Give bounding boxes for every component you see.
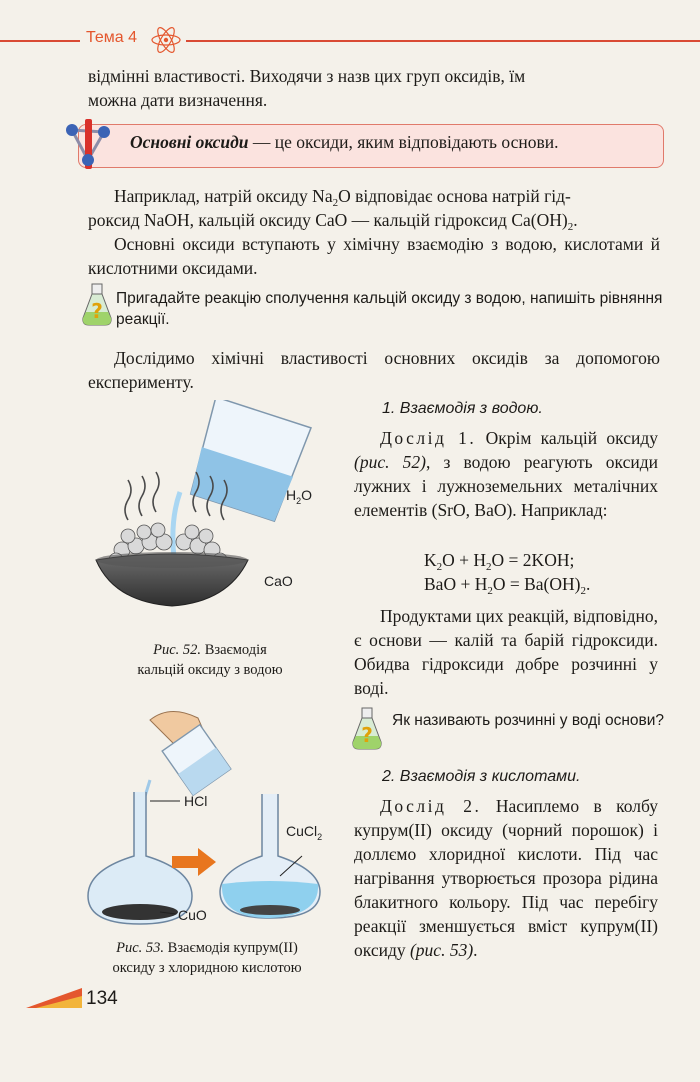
equation-1: $K_2O + H_2O = 2KOH$; [424,550,575,573]
molecule-icon [60,116,116,172]
acid-label: HCl [184,793,208,809]
intro-paragraph [88,64,660,112]
section-2-title: 2. Взаємодія з кислотами. [382,768,581,785]
figure-52-caption: Рис. 52. Взаємодія кальцій оксиду з водою [137,642,283,678]
experiment-1: Дослід 1. Окрім кальцій оксиду (рис. 52), з водою реагують оксиди лужних і лужноземельних металічних елементів (SrO, BaO). Наприклад: [354,428,658,520]
intro-line-1: відмінні властивості. Виходячи з назв цих груп оксидів, їм [88,66,526,86]
water-label: $H_2O$ [286,487,313,506]
experiment-2: Дослід 2. Насиплемо в колбу купрум(II) оксиду (чорний порошок) і доллємо хлоридної кислоти. Під час нагрівання утворюється прозора рідина блакитного кольору. Під час перебігу реакції зменшується вміст купрум(II) оксиду (рис. 53). [354,796,659,960]
figure-53-caption: Рис. 53. Взаємодія купрум(II) оксиду з хлоридною кислотою [112,940,302,976]
equation-2: BaO + $H_2O = Ba(OH)_2$. [424,574,591,597]
definition-body: — це оксиди, яким відповідають основи. [248,132,559,152]
figure-53-illustration [80,706,350,936]
page-number: 134 [86,988,118,1009]
intro-line-2: можна дати визначення. [88,90,268,110]
question-2: Як називають розчинні у воді основи? [392,712,665,729]
copper-chloride-label: CuCl$_2$ [286,823,323,842]
topic-label: Тема 4 [86,29,138,46]
products-paragraph: Продуктами цих реакцій, відповідно, є основи — калій та барій гідроксиди. Обидва гідроксиди добре розчинні у воді. [354,606,658,698]
question-flask-icon-2 [350,706,384,752]
basic-oxides-reactions: Основні оксиди вступають у хімічну взаємодію з водою, кислотами й кислотними оксидами. [88,234,660,278]
svg-text:?: ? [361,723,373,747]
question-flask-icon [80,282,114,328]
water-beaker [185,400,311,523]
definition-term: Основні оксиди [130,132,249,152]
examples-line-2: роксид NaOH, кальцій оксиду CaO — кальцій гідроксид $Ca(OH)_2$. [88,210,578,233]
question-1: Пригадайте реакцію сполучення кальцій оксиду з водою, напишіть рівняння реакції. [116,290,663,328]
examples-paragraph [88,184,660,232]
header-rule-right [186,40,700,42]
calcium-oxide-label: CaO [264,573,293,589]
examples-line-1: Наприклад, натрій оксиду $Na_2O$ відповідає основа натрій гід- [114,186,571,209]
figure-52-illustration [88,400,348,630]
definition-text [130,132,558,153]
svg-text:?: ? [91,299,103,323]
header-rule-left [0,40,80,42]
section-1-title: 1. Взаємодія з водою. [382,400,543,417]
copper-oxide-label: CuO [178,907,207,923]
page-corner-decoration [26,986,82,1010]
investigate-paragraph: Дослідимо хімічні властивості основних оксидів за допомогою експерименту. [88,348,660,392]
atom-icon [148,25,184,55]
